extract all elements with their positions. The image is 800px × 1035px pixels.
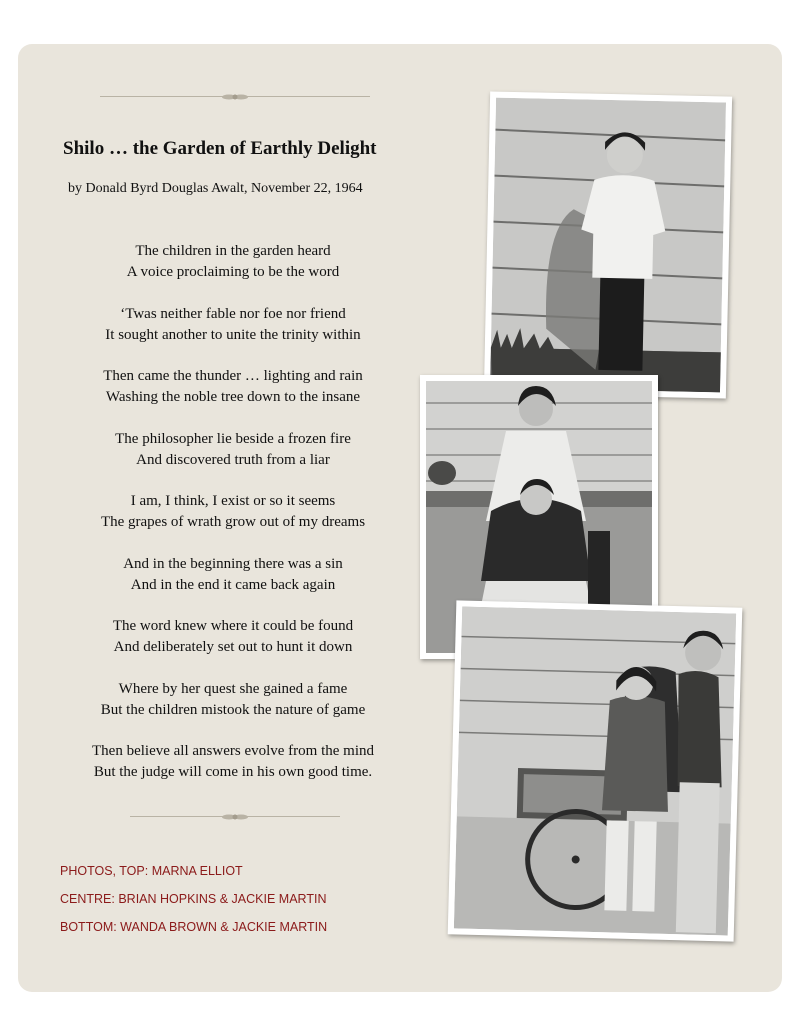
poem-line: Where by her quest she gained a fame bbox=[118, 680, 348, 697]
poem-title: Shilo … the Garden of Earthly Delight bbox=[63, 138, 377, 159]
poem-line: But the children mistook the nature of game bbox=[100, 701, 366, 718]
poem-line: And discovered truth from a liar bbox=[136, 451, 330, 468]
credit-top: PHOTOS, TOP: MARNA ELLIOT bbox=[60, 864, 243, 878]
photo-top bbox=[484, 91, 732, 398]
poem-line: And deliberately set out to hunt it down bbox=[113, 639, 353, 655]
poem-line: The children in the garden heard bbox=[135, 243, 331, 259]
poem-line: Then came the thunder … lighting and rain bbox=[103, 368, 363, 384]
poem-line: I am, I think, I exist or so it seems bbox=[130, 493, 336, 509]
stanza bbox=[60, 679, 406, 721]
poem-line: Washing the noble tree down to the insane bbox=[105, 389, 361, 405]
poem-line: And in the end it came back again bbox=[130, 576, 336, 593]
poem-body bbox=[60, 241, 406, 804]
photo-top-image bbox=[490, 98, 726, 393]
stanza bbox=[60, 616, 406, 658]
stanza bbox=[60, 429, 406, 471]
stanza bbox=[60, 491, 406, 533]
stanza bbox=[60, 241, 406, 283]
poem-line: A voice proclaiming to be the word bbox=[126, 264, 340, 280]
credit-bottom: BOTTOM: WANDA BROWN & JACKIE MARTIN bbox=[60, 920, 328, 934]
poem-line: ‘Twas neither fable nor foe nor friend bbox=[120, 305, 346, 322]
credit-centre: CENTRE: BRIAN HOPKINS & JACKIE MARTIN bbox=[60, 892, 327, 906]
poem-byline: by Donald Byrd Douglas Awalt, November 22, 1964 bbox=[68, 181, 363, 196]
photo-credits bbox=[60, 861, 327, 945]
bottom-ornament bbox=[130, 812, 340, 822]
poem-line: Then believe all answers evolve from the mind bbox=[92, 743, 374, 759]
poem-line: It sought another to unite the trinity within bbox=[105, 326, 361, 343]
photo-bottom-image bbox=[454, 606, 736, 935]
stanza bbox=[60, 741, 406, 783]
poem-line: And in the beginning there was a sin bbox=[123, 555, 343, 572]
poem-line: But the judge will come in his own good time. bbox=[93, 764, 373, 780]
stanza bbox=[60, 554, 406, 596]
stanza bbox=[60, 366, 406, 408]
stanza bbox=[60, 304, 406, 346]
top-ornament bbox=[100, 92, 370, 102]
photo-bottom bbox=[448, 600, 743, 941]
poem-line: The grapes of wrath grow out of my dreams bbox=[100, 514, 366, 530]
poem-line: The philosopher lie beside a frozen fire bbox=[115, 430, 351, 447]
poem-line: The word knew where it could be found bbox=[112, 618, 354, 634]
